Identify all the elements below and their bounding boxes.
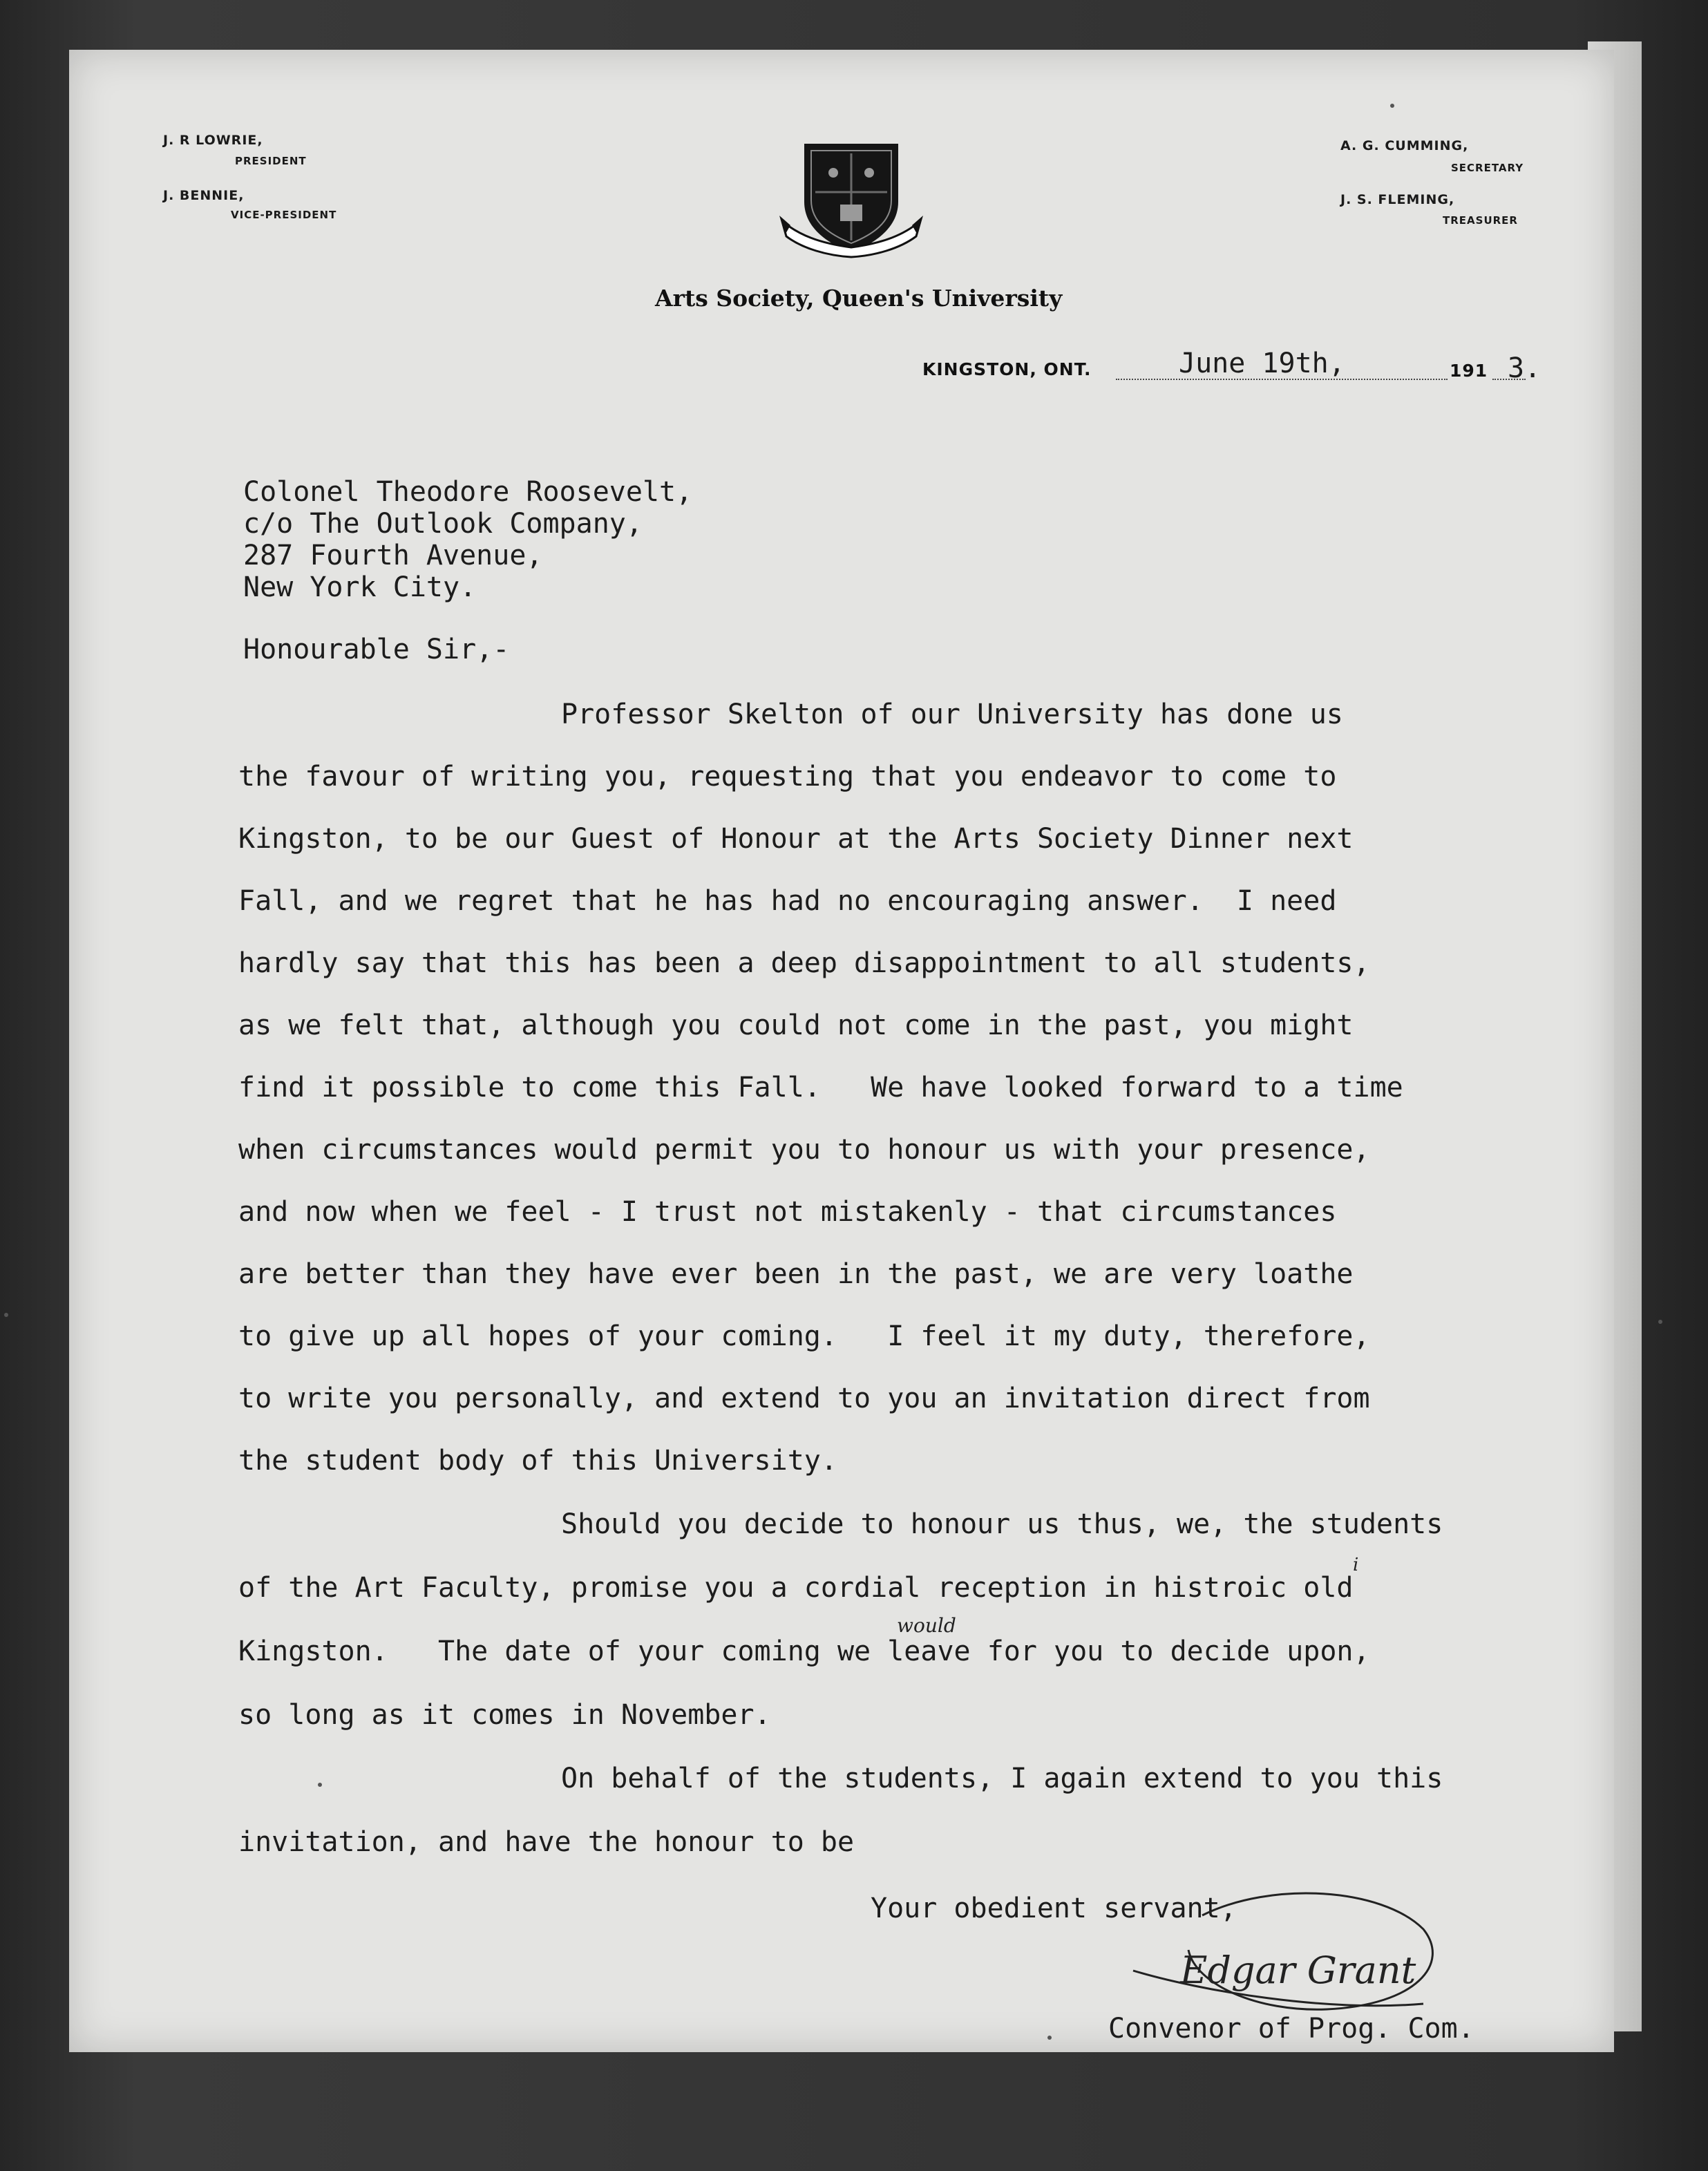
- treasurer-name: J. S. FLEMING,: [1340, 192, 1455, 207]
- body-line: when circumstances would permit you to honour us with your presence,: [238, 1134, 1370, 1166]
- body-line: to write you personally, and extend to you an invitation direct from: [238, 1383, 1370, 1414]
- letter-page: [69, 50, 1614, 2052]
- closing: Your obedient servant,: [871, 1893, 1237, 1924]
- body-line: Kingston, to be our Guest of Honour at the Arts Society Dinner next: [238, 823, 1354, 855]
- body-line: Kingston. The date of your coming we leave for you to decide upon,: [238, 1636, 1370, 1667]
- body-line: the favour of writing you, requesting that you endeavor to come to: [238, 761, 1337, 793]
- dateline-place: KINGSTON, ONT.: [922, 359, 1092, 379]
- signature: Edgar Grant: [1180, 1949, 1416, 1992]
- president-name: J. R LOWRIE,: [163, 133, 263, 148]
- dateline-year-printed: 191: [1450, 361, 1488, 381]
- body-line: invitation, and have the honour to be: [238, 1826, 855, 1858]
- body-line: to give up all hopes of your coming. I feel it my duty, therefore,: [238, 1320, 1370, 1352]
- body-line: Should you decide to honour us thus, we, the students: [561, 1508, 1443, 1540]
- treasurer-role: TREASURER: [1443, 214, 1518, 227]
- body-line: and now when we feel - I trust not mistakenly - that circumstances: [238, 1196, 1337, 1228]
- speck: [318, 1783, 322, 1787]
- body-line: Professor Skelton of our University has done us: [561, 699, 1343, 730]
- salutation: Honourable Sir,-: [243, 634, 510, 665]
- signer-title: Convenor of Prog. Com.: [1108, 2013, 1474, 2045]
- secretary-role: SECRETARY: [1451, 162, 1524, 174]
- body-line: as we felt that, although you could not come in the past, you might: [238, 1009, 1354, 1041]
- body-line: On behalf of the students, I again extend to you this: [561, 1763, 1443, 1794]
- society-name: Arts Society, Queen's University: [655, 285, 1063, 312]
- speck: [1047, 2036, 1052, 2040]
- speck: [4, 1313, 8, 1317]
- handwritten-correction: i: [1353, 1555, 1359, 1575]
- body-line: are better than they have ever been in the past, we are very loathe: [238, 1258, 1354, 1290]
- vice-president-name: J. BENNIE,: [163, 188, 245, 203]
- speck: [1658, 1320, 1662, 1324]
- body-line: the student body of this University.: [238, 1445, 837, 1477]
- recipient-line: Colonel Theodore Roosevelt,: [243, 476, 693, 508]
- recipient-line: 287 Fourth Avenue,: [243, 540, 543, 571]
- dateline-date: June 19th,: [1179, 348, 1345, 379]
- speck: [1390, 104, 1394, 108]
- body-line: Fall, and we regret that he has had no encouraging answer. I need: [238, 885, 1337, 917]
- recipient-line: c/o The Outlook Company,: [243, 508, 643, 540]
- president-role: PRESIDENT: [235, 155, 307, 167]
- vice-president-role: VICE-PRESIDENT: [231, 209, 337, 221]
- body-line: hardly say that this has been a deep disappointment to all students,: [238, 947, 1370, 979]
- secretary-name: A. G. CUMMING,: [1340, 138, 1469, 153]
- handwritten-insert: would: [897, 1614, 956, 1637]
- recipient-line: New York City.: [243, 571, 477, 603]
- body-line: of the Art Faculty, promise you a cordial reception in histroic old: [238, 1572, 1354, 1604]
- body-line: find it possible to come this Fall. We have looked forward to a time: [238, 1072, 1403, 1103]
- body-line: so long as it comes in November.: [238, 1699, 771, 1731]
- university-crest-icon: [778, 138, 924, 260]
- dateline-year-typed: 3.: [1508, 352, 1541, 384]
